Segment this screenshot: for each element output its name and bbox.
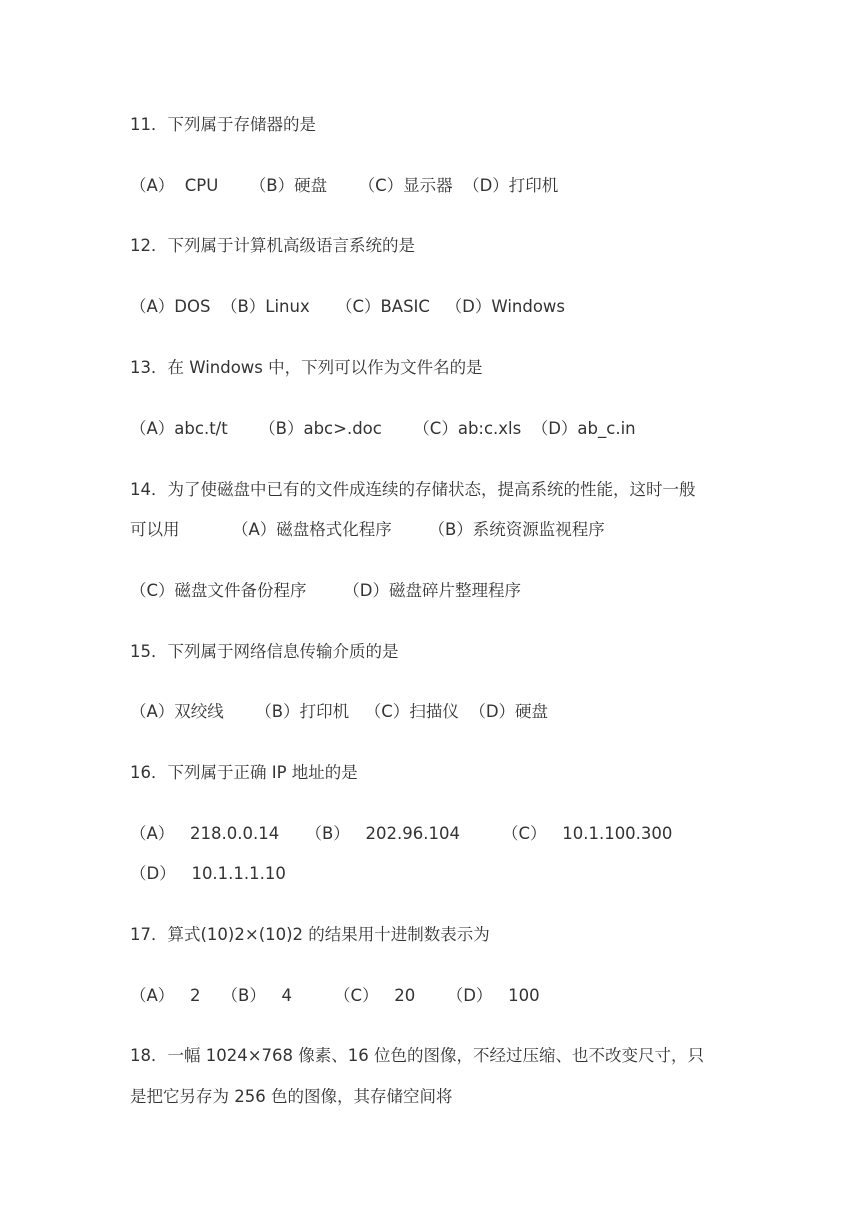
question-16-stem: 16．下列属于正确 IP 地址的是 bbox=[130, 763, 358, 782]
question-18-stem-line-1: 18．一幅 1024×768 像素、16 位色的图像，不经过压缩、也不改变尺寸，只 bbox=[130, 1046, 705, 1065]
question-16-options-line-2: （D） 10.1.1.1.10 bbox=[130, 864, 286, 883]
question-12-options: （A）DOS （B）Linux （C）BASIC （D）Windows bbox=[130, 297, 566, 316]
question-18-stem-line-2: 是把它另存为 256 色的图像，其存储空间将 bbox=[130, 1087, 453, 1106]
question-11-options: （A） CPU （B）硬盘 （C）显示器 （D）打印机 bbox=[130, 176, 559, 195]
question-13-stem: 13．在 Windows 中，下列可以作为文件名的是 bbox=[130, 358, 483, 377]
question-14-options: （C）磁盘文件备份程序 （D）磁盘碎片整理程序 bbox=[130, 581, 521, 600]
question-17-stem: 17．算式(10)2×(10)2 的结果用十进制数表示为 bbox=[130, 925, 490, 944]
question-12-stem: 12．下列属于计算机高级语言系统的是 bbox=[130, 236, 415, 255]
question-15-options: （A）双绞线 （B）打印机 （C）扫描仪 （D）硬盘 bbox=[130, 702, 549, 721]
question-16-options-line-1: （A） 218.0.0.14 （B） 202.96.104 （C） 10.1.100.300 bbox=[130, 824, 673, 843]
question-11-stem: 11．下列属于存储器的是 bbox=[130, 115, 316, 134]
question-17-options: （A） 2 （B） 4 （C） 20 （D） 100 bbox=[130, 986, 540, 1005]
question-14-stem-line-1: 14．为了使磁盘中已有的文件成连续的存储状态，提高系统的性能，这时一般 bbox=[130, 480, 696, 499]
question-13-options: （A）abc.t/t （B）abc>.doc （C）ab:c.xls （D）ab_c.in bbox=[130, 419, 636, 438]
question-14-stem-line-2: 可以用 （A）磁盘格式化程序 （B）系统资源监视程序 bbox=[130, 520, 605, 539]
question-15-stem: 15．下列属于网络信息传输介质的是 bbox=[130, 642, 399, 661]
